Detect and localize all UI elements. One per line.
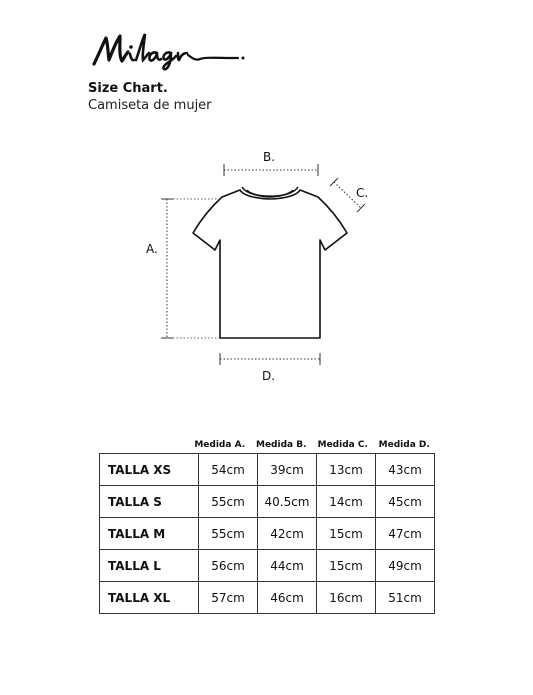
value-cell: 44cm bbox=[258, 550, 317, 582]
value-cell: 14cm bbox=[317, 486, 376, 518]
size-cell: TALLA M bbox=[100, 518, 199, 550]
value-cell: 55cm bbox=[199, 518, 258, 550]
value-cell: 46cm bbox=[258, 582, 317, 614]
value-cell: 13cm bbox=[317, 454, 376, 486]
size-cell: TALLA L bbox=[100, 550, 199, 582]
table-row bbox=[100, 454, 435, 486]
column-header: Medida B. bbox=[255, 440, 307, 450]
product-subtitle: Camiseta de mujer bbox=[88, 98, 212, 113]
column-header: Medida A. bbox=[194, 440, 246, 450]
size-chart-title: Size Chart. bbox=[88, 81, 168, 96]
dimension-d-line bbox=[220, 353, 320, 365]
size-cell: TALLA S bbox=[100, 486, 199, 518]
value-cell: 51cm bbox=[376, 582, 435, 614]
value-cell: 47cm bbox=[376, 518, 435, 550]
value-cell: 45cm bbox=[376, 486, 435, 518]
value-cell: 16cm bbox=[317, 582, 376, 614]
table-row bbox=[100, 550, 435, 582]
value-cell: 15cm bbox=[317, 518, 376, 550]
label-a: A. bbox=[146, 242, 158, 256]
tshirt-outline-icon bbox=[193, 187, 347, 338]
value-cell: 57cm bbox=[199, 582, 258, 614]
value-cell: 39cm bbox=[258, 454, 317, 486]
size-cell: TALLA XS bbox=[100, 454, 199, 486]
column-header: Medida D. bbox=[378, 440, 430, 450]
value-cell: 55cm bbox=[199, 486, 258, 518]
table-row bbox=[100, 486, 435, 518]
value-cell: 54cm bbox=[199, 454, 258, 486]
table-header bbox=[189, 437, 435, 453]
value-cell: 56cm bbox=[199, 550, 258, 582]
column-header: Medida C. bbox=[317, 440, 368, 450]
size-cell: TALLA XL bbox=[100, 582, 199, 614]
label-b: B. bbox=[263, 150, 276, 164]
table-row bbox=[100, 518, 435, 550]
table-row bbox=[100, 582, 435, 614]
size-table bbox=[99, 437, 435, 614]
label-d: D. bbox=[262, 369, 276, 383]
size-table-grid bbox=[99, 453, 435, 614]
label-c: C. bbox=[356, 186, 369, 200]
value-cell: 40.5cm bbox=[258, 486, 317, 518]
value-cell: 15cm bbox=[317, 550, 376, 582]
value-cell: 49cm bbox=[376, 550, 435, 582]
value-cell: 42cm bbox=[258, 518, 317, 550]
value-cell: 43cm bbox=[376, 454, 435, 486]
dimension-b-line bbox=[224, 164, 318, 176]
